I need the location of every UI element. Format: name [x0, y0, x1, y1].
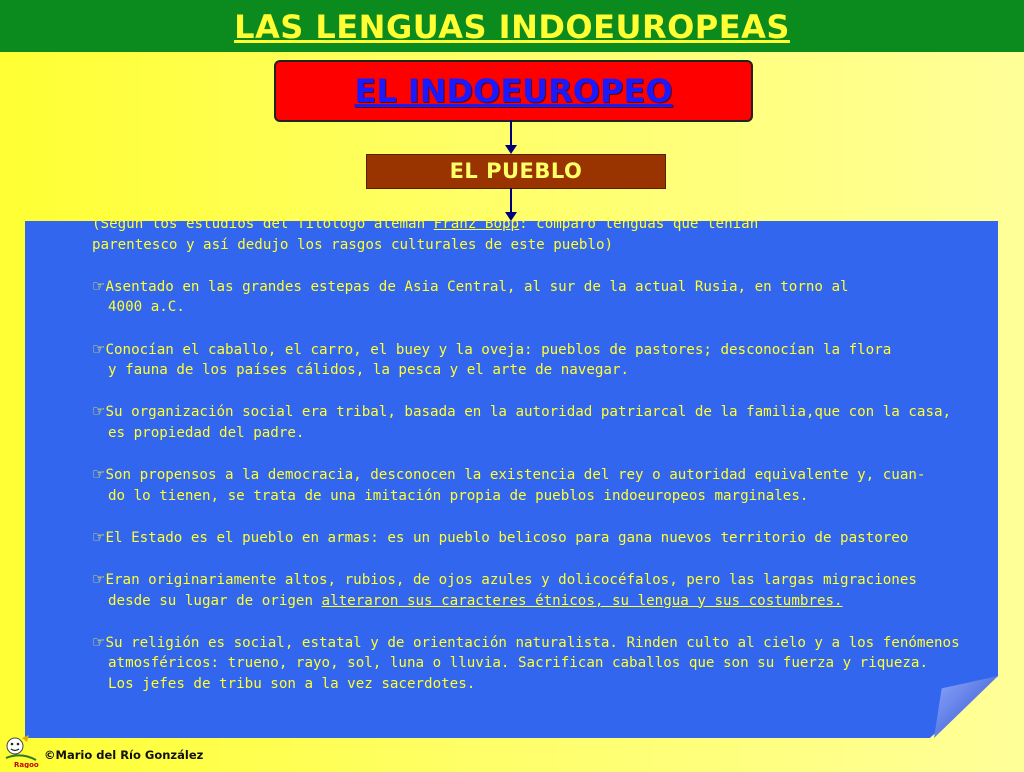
- intro-text: : comparó lenguas que tenían: [519, 216, 759, 232]
- item-text: es propiedad del padre.: [108, 424, 305, 441]
- item-text: Los jefes de tribu son a la vez sacerdotes.: [108, 676, 476, 693]
- subheading-box: [366, 154, 666, 189]
- item-text: 4000 a.C.: [108, 299, 185, 316]
- item-text: do lo tienen, se trata de una imitación propia de pueblos indoeuropeos marginales.: [108, 487, 809, 504]
- list-item: [92, 401, 972, 443]
- subheading-text: EL PUEBLO: [449, 159, 583, 183]
- item-text: Eran originariamente altos, rubios, de ojos azules y dolicocéfalos, pero las largas migraciones: [105, 572, 917, 589]
- item-text: Son propensos a la democracia, desconocen la existencia del rey o autoridad equivalente y, cuan-: [105, 467, 926, 484]
- list-item: [92, 632, 972, 695]
- item-text: El Estado es el pueblo en armas: es un pueblo belicoso para gana nuevos territorio de pastoreo: [105, 529, 909, 546]
- list-item: [92, 569, 972, 611]
- pointing-hand-icon: ☞: [92, 632, 106, 651]
- item-text: Asentado en las grandes estepas de Asia Central, al sur de la actual Rusia, en torno al: [105, 278, 849, 295]
- author-logo: [2, 732, 40, 768]
- item-text: Su organización social era tribal, basada en la autoridad patriarcal de la familia,que con la casa,: [105, 404, 952, 421]
- heading-box: [274, 60, 753, 122]
- intro-paragraph: [92, 214, 972, 255]
- list-item: [92, 464, 972, 506]
- item-text: Conocían el caballo, el carro, el buey y la oveja: pueblos de pastores; desconocían la flora: [105, 341, 892, 358]
- pointing-hand-icon: ☞: [92, 527, 106, 546]
- connector-arrowhead-2: [505, 212, 517, 221]
- connector-arrow-1: [510, 120, 512, 146]
- pointing-hand-icon: ☞: [92, 402, 106, 421]
- logo-icon: [2, 732, 40, 768]
- heading-text: EL INDOEUROPEO: [354, 72, 673, 110]
- item-text: desde su lugar de origen: [108, 592, 322, 609]
- author-credit: ©Mario del Río González: [44, 748, 204, 762]
- intro-text: (Según los estudios del filólogo alemán: [92, 216, 434, 232]
- item-text-underlined: alteraron sus caracteres étnicos, su lengua y sus costumbres.: [321, 592, 843, 609]
- item-text: y fauna de los países cálidos, la pesca y el arte de navegar.: [108, 362, 630, 379]
- connector-arrow-2: [510, 188, 512, 214]
- content-text: [92, 214, 972, 695]
- title-bar: [0, 0, 1024, 52]
- item-text: atmosféricos: trueno, rayo, sol, luna o lluvia. Sacrifican caballos que son su fuerza y riqueza.: [108, 655, 928, 672]
- page-title: LAS LENGUAS INDOEUROPEAS: [234, 8, 790, 46]
- list-item: [92, 339, 972, 381]
- pointing-hand-icon: ☞: [92, 465, 106, 484]
- list-item: [92, 527, 972, 549]
- pointing-hand-icon: ☞: [92, 339, 106, 358]
- logo-text: Ragoo: [14, 761, 39, 768]
- intro-link-bopp[interactable]: Franz Bopp: [433, 216, 520, 232]
- connector-arrowhead-1: [505, 145, 517, 154]
- pointing-hand-icon: ☞: [92, 276, 106, 295]
- list-item: [92, 276, 972, 318]
- intro-text: parentesco y así dedujo los rasgos culturales de este pueblo): [92, 236, 614, 253]
- item-text: Su religión es social, estatal y de orientación naturalista. Rinden culto al cielo y a los fenómenos: [105, 634, 960, 651]
- pointing-hand-icon: ☞: [92, 570, 106, 589]
